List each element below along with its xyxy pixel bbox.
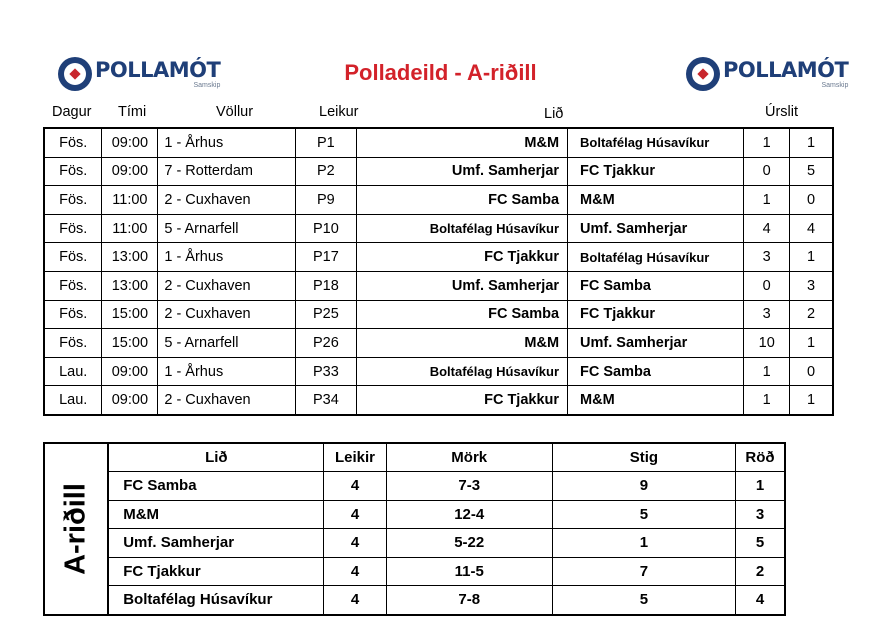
standings-points: 1 xyxy=(552,529,735,558)
match-id: P25 xyxy=(295,300,356,329)
match-field: 2 - Cuxhaven xyxy=(158,186,295,215)
group-label: A-riðill xyxy=(59,482,92,575)
standings-header-played: Leikir xyxy=(324,443,386,472)
standings-rank: 4 xyxy=(736,586,786,615)
table-row xyxy=(44,529,785,558)
match-id: P1 xyxy=(295,128,356,157)
logo-subtext: Samskip xyxy=(193,81,221,89)
match-field: 5 - Arnarfell xyxy=(158,329,295,358)
home-team: FC Tjakkur xyxy=(357,386,568,415)
match-time: 09:00 xyxy=(102,128,158,157)
col-header-field: Völlur xyxy=(216,104,254,120)
match-field: 2 - Cuxhaven xyxy=(158,271,295,300)
match-field: 1 - Århus xyxy=(158,128,295,157)
home-team: Boltafélag Húsavíkur xyxy=(357,214,568,243)
standings-points: 5 xyxy=(552,586,735,615)
home-team: M&M xyxy=(357,128,568,157)
away-score: 1 xyxy=(790,243,833,272)
home-team: FC Samba xyxy=(357,300,568,329)
away-score: 1 xyxy=(790,386,833,415)
match-field: 2 - Cuxhaven xyxy=(158,386,295,415)
away-team: M&M xyxy=(568,386,744,415)
away-score: 4 xyxy=(790,214,833,243)
standings-goals: 12-4 xyxy=(386,500,552,529)
match-day: Fös. xyxy=(44,128,102,157)
table-row xyxy=(44,386,833,415)
home-team: Umf. Samherjar xyxy=(357,157,568,186)
home-score: 10 xyxy=(744,329,790,358)
standings-rank: 1 xyxy=(736,472,786,501)
match-day: Fös. xyxy=(44,214,102,243)
home-score: 4 xyxy=(744,214,790,243)
away-score: 1 xyxy=(790,128,833,157)
away-team: FC Samba xyxy=(568,271,744,300)
standings-played: 4 xyxy=(324,529,386,558)
standings-rank: 2 xyxy=(736,557,786,586)
standings-header-team: Lið xyxy=(108,443,324,472)
standings-team: M&M xyxy=(108,500,324,529)
match-id: P9 xyxy=(295,186,356,215)
match-day: Lau. xyxy=(44,357,102,386)
away-team: FC Tjakkur xyxy=(568,157,744,186)
standings-goals: 11-5 xyxy=(386,557,552,586)
home-score: 1 xyxy=(744,128,790,157)
home-score: 3 xyxy=(744,243,790,272)
match-time: 15:00 xyxy=(102,329,158,358)
away-score: 3 xyxy=(790,271,833,300)
away-team: Boltafélag Húsavíkur xyxy=(568,128,744,157)
col-header-teams: Lið xyxy=(544,106,564,122)
away-team: FC Samba xyxy=(568,357,744,386)
home-score: 1 xyxy=(744,186,790,215)
standings-points: 7 xyxy=(552,557,735,586)
table-row xyxy=(44,557,785,586)
standings-rank: 5 xyxy=(736,529,786,558)
match-field: 1 - Århus xyxy=(158,243,295,272)
match-time: 15:00 xyxy=(102,300,158,329)
home-team: M&M xyxy=(357,329,568,358)
match-day: Fös. xyxy=(44,329,102,358)
standings-header-goals: Mörk xyxy=(386,443,552,472)
standings-played: 4 xyxy=(324,472,386,501)
col-header-time: Tími xyxy=(118,104,147,120)
away-score: 1 xyxy=(790,329,833,358)
away-team: M&M xyxy=(568,186,744,215)
logo-text: POLLAMÓT xyxy=(95,57,221,82)
match-schedule-table xyxy=(43,127,834,416)
away-team: FC Tjakkur xyxy=(568,300,744,329)
home-team: FC Tjakkur xyxy=(357,243,568,272)
away-team: Boltafélag Húsavíkur xyxy=(568,243,744,272)
match-time: 13:00 xyxy=(102,243,158,272)
home-team: FC Samba xyxy=(357,186,568,215)
standings-header-row xyxy=(44,443,785,472)
standings-team: FC Samba xyxy=(108,472,324,501)
home-team: Umf. Samherjar xyxy=(357,271,568,300)
standings-goals: 7-8 xyxy=(386,586,552,615)
col-header-match: Leikur xyxy=(319,104,359,120)
home-score: 1 xyxy=(744,386,790,415)
page-title: Polladeild - A-riðill xyxy=(344,60,537,85)
table-row xyxy=(44,157,833,186)
match-day: Fös. xyxy=(44,300,102,329)
group-standings-table xyxy=(43,442,786,616)
match-time: 11:00 xyxy=(102,214,158,243)
match-time: 09:00 xyxy=(102,386,158,415)
match-time: 09:00 xyxy=(102,357,158,386)
away-team: Umf. Samherjar xyxy=(568,214,744,243)
standings-team: Umf. Samherjar xyxy=(108,529,324,558)
table-row xyxy=(44,586,785,615)
match-day: Fös. xyxy=(44,157,102,186)
away-score: 0 xyxy=(790,357,833,386)
match-id: P2 xyxy=(295,157,356,186)
match-field: 1 - Århus xyxy=(158,357,295,386)
table-row xyxy=(44,186,833,215)
standings-played: 4 xyxy=(324,557,386,586)
match-id: P10 xyxy=(295,214,356,243)
match-time: 13:00 xyxy=(102,271,158,300)
table-row xyxy=(44,357,833,386)
logo-subtext: Samskip xyxy=(821,81,849,89)
standings-played: 4 xyxy=(324,500,386,529)
table-row xyxy=(44,128,833,157)
home-team: Boltafélag Húsavíkur xyxy=(357,357,568,386)
table-row xyxy=(44,300,833,329)
match-field: 5 - Arnarfell xyxy=(158,214,295,243)
match-day: Fös. xyxy=(44,186,102,215)
table-row xyxy=(44,243,833,272)
home-score: 0 xyxy=(744,157,790,186)
match-id: P34 xyxy=(295,386,356,415)
standings-team: FC Tjakkur xyxy=(108,557,324,586)
standings-points: 9 xyxy=(552,472,735,501)
match-id: P33 xyxy=(295,357,356,386)
standings-goals: 5-22 xyxy=(386,529,552,558)
away-score: 5 xyxy=(790,157,833,186)
table-row xyxy=(44,472,785,501)
away-score: 2 xyxy=(790,300,833,329)
match-field: 2 - Cuxhaven xyxy=(158,300,295,329)
standings-goals: 7-3 xyxy=(386,472,552,501)
away-team: Umf. Samherjar xyxy=(568,329,744,358)
table-row xyxy=(44,500,785,529)
home-score: 3 xyxy=(744,300,790,329)
home-score: 1 xyxy=(744,357,790,386)
standings-rank: 3 xyxy=(736,500,786,529)
standings-played: 4 xyxy=(324,586,386,615)
table-row xyxy=(44,214,833,243)
standings-header-rank: Röð xyxy=(736,443,786,472)
table-row xyxy=(44,271,833,300)
away-score: 0 xyxy=(790,186,833,215)
col-header-result: Úrslit xyxy=(765,104,799,120)
group-label-cell xyxy=(44,443,108,615)
match-day: Lau. xyxy=(44,386,102,415)
match-id: P18 xyxy=(295,271,356,300)
match-time: 09:00 xyxy=(102,157,158,186)
logo-text: POLLAMÓT xyxy=(723,57,849,82)
table-row xyxy=(44,329,833,358)
standings-points: 5 xyxy=(552,500,735,529)
home-score: 0 xyxy=(744,271,790,300)
standings-team: Boltafélag Húsavíkur xyxy=(108,586,324,615)
standings-header-points: Stig xyxy=(552,443,735,472)
match-field: 7 - Rotterdam xyxy=(158,157,295,186)
match-id: P26 xyxy=(295,329,356,358)
match-day: Fös. xyxy=(44,243,102,272)
match-time: 11:00 xyxy=(102,186,158,215)
match-id: P17 xyxy=(295,243,356,272)
col-header-day: Dagur xyxy=(52,104,92,120)
match-day: Fös. xyxy=(44,271,102,300)
